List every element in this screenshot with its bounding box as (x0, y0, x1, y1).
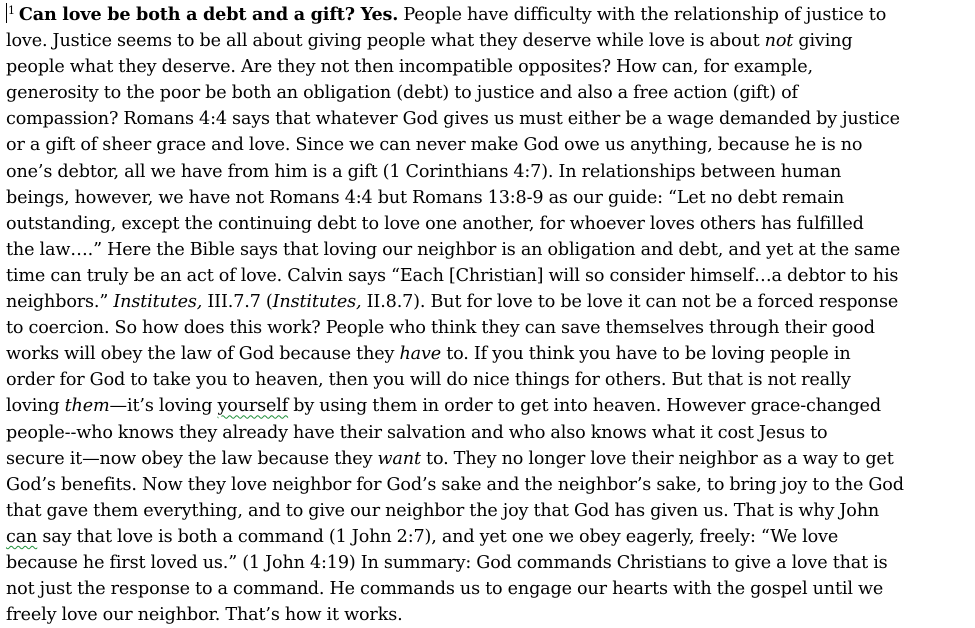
text-run: by using them in order to get into heaven. However grace-changed (288, 396, 881, 417)
italic-text: not (764, 31, 794, 52)
text-line (6, 211, 956, 237)
text-run: or a gift of sheer grace and love. Since we can never make God owe us anything, because he is no (6, 135, 863, 156)
text-run: people what they deserve. Are they not then incompatible opposites? How can, for example, (6, 57, 813, 78)
text-line (6, 550, 956, 576)
text-line (6, 576, 956, 602)
text-run: order for God to take you to heaven, then you will do nice things for others. But that is not really (6, 370, 851, 391)
text-line (6, 524, 956, 550)
text-line (6, 367, 956, 393)
text-run: say that love is both a command (1 John 2:7), and yet one we obey eagerly, freely: “We love (37, 526, 839, 547)
italic-text: want (377, 448, 421, 469)
text-line (6, 393, 956, 419)
text-line (6, 602, 956, 628)
footnote-first-line (6, 2, 956, 28)
text-run: outstanding, except the continuing debt to love one another, for whoever loves others has fulfilled (6, 213, 864, 234)
text-run: to coercion. So how does this work? People who think they can save themselves through their good (6, 318, 875, 339)
text-run: works will obey the law of God because they (6, 344, 400, 365)
text-run: loving (6, 396, 65, 417)
text-run: —it’s loving (109, 396, 218, 417)
text-line (6, 446, 956, 472)
text-run: II.8.7). But for love to be love it can not be a forced response (361, 292, 899, 313)
text-run: giving (793, 31, 853, 52)
text-line (6, 263, 956, 289)
footnote-first-line-text (398, 5, 886, 25)
text-line (6, 420, 956, 446)
text-run: to. They no longer love their neighbor as a way to get (420, 448, 894, 469)
italic-text: Institutes, (272, 292, 362, 313)
footnote-body[interactable] (6, 2, 956, 628)
text-line (6, 185, 956, 211)
text-run: because he first loved us.” (1 John 4:19) In summary: God commands Christians to give a love that is (6, 552, 888, 573)
text-run: beings, however, we have not Romans 4:4 but Romans 13:8-9 as our guide: “Let no debt remain (6, 187, 845, 208)
text-run: people--who knows they already have their salvation and who also knows what it cost Jesus to (6, 422, 828, 443)
text-line (6, 498, 956, 524)
text-run: the law….” Here the Bible says that loving our neighbor is an obligation and debt, and yet at the same (6, 239, 901, 260)
text-run: neighbors.” (6, 292, 114, 313)
text-line (6, 106, 956, 132)
text-line (6, 341, 956, 367)
text-line (6, 159, 956, 185)
text-run: one’s debtor, all we have from him is a gift (1 Corinthians 4:7). In relationships between human (6, 161, 842, 182)
text-cursor (6, 3, 7, 23)
text-line (6, 315, 956, 341)
text-line (6, 237, 956, 263)
text-run: secure it—now obey the law because they (6, 448, 378, 469)
text-run: People have difficulty with the relationship of justice to (398, 5, 887, 25)
text-run: not just the response to a command. He commands us to engage our hearts with the gospel until we (6, 579, 884, 600)
text-line (6, 132, 956, 158)
text-line (6, 472, 956, 498)
text-run: that gave them everything, and to give our neighbor the joy that God has given us. That is why John (6, 500, 880, 521)
text-run: compassion? Romans 4:4 says that whatever God gives us must either be a wage demanded by justice (6, 109, 900, 130)
text-run: generosity to the poor be both an obligation (debt) to justice and also a free action (gift) of (6, 83, 798, 104)
text-line (6, 28, 956, 54)
text-run: God’s benefits. Now they love neighbor for God’s sake and the neighbor’s sake, to bring joy to the God (6, 474, 904, 495)
text-line (6, 80, 956, 106)
footnote-marker: 1 (8, 4, 15, 17)
spellcheck-flagged-word: can (6, 526, 38, 547)
text-run: III.7.7 ( (202, 292, 273, 313)
spellcheck-flagged-word: yourself (217, 396, 289, 417)
footnote-paragraph (6, 28, 956, 628)
text-run: to. If you think you have to be loving people in (441, 344, 851, 365)
text-line (6, 54, 956, 80)
italic-text: Institutes, (113, 292, 203, 313)
text-run: time can truly be an act of love. Calvin says “Each [Christian] will so consider himself…a debtor to his (6, 265, 899, 286)
italic-text: them (64, 396, 110, 417)
text-run: love. Justice seems to be all about giving people what they deserve while love is about (6, 31, 765, 52)
text-line (6, 289, 956, 315)
italic-text: have (399, 344, 442, 365)
text-run: freely love our neighbor. That’s how it works. (6, 605, 403, 626)
footnote-lead-question: Can love be both a debt and a gift? Yes. (18, 4, 399, 25)
